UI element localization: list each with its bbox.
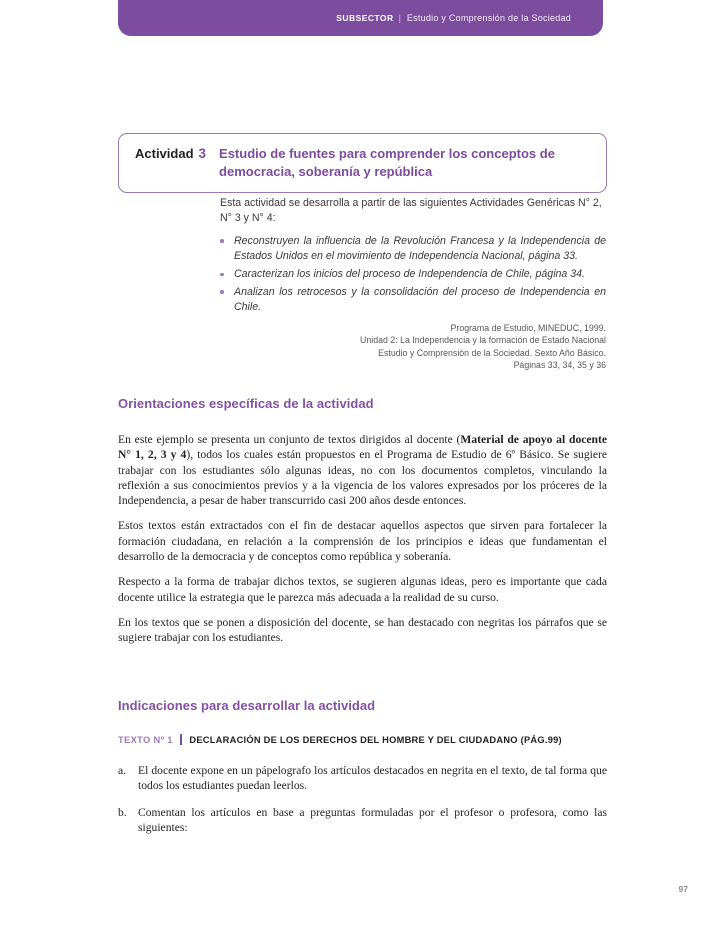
page-header-bar [118,0,603,36]
bullet-dot-icon [220,273,224,277]
header-separator: | [398,13,401,23]
texto-title: DECLARACIÓN DE LOS DERECHOS DEL HOMBRE Y DEL CIUDADANO (PÁG.99) [189,734,562,745]
source-citation [260,322,606,372]
texto-separator-bar-icon [180,734,183,745]
activity-number: 3 [198,146,207,161]
intro-block [220,196,606,318]
intro-lead-text: Esta actividad se desarrolla a partir de las siguientes Actividades Genéricas N° 2, N° 3 y N° 4: [220,197,602,225]
activity-title-box [118,133,607,193]
step-marker: a. [118,764,127,777]
step-text: El docente expone en un pápelografo los artículos destacados en negrita en el texto, de tal forma que todos los estudiantes puedan leerlos. [138,764,607,793]
section-heading-indicaciones: Indicaciones para desarrollar la actividad [118,698,376,713]
activity-title: Estudio de fuentes para comprender los conceptos de democracia, soberanía y república [219,146,555,179]
list-item [118,805,607,836]
body-paragraph [118,432,607,508]
subsector-label: SUBSECTOR [336,13,394,23]
source-line: Programa de Estudio, MINEDUC, 1999. [450,323,606,333]
list-item [220,285,606,316]
step-text: Comentan los artículos en base a preguntas formuladas por el profesor o profesora, como las siguientes: [138,805,607,834]
bullet-dot-icon [220,239,224,243]
paragraph-text: ), todos los cuales están propuestos en el Programa de Estudio de 6º Básico. Se sugiere trabajar con los estudiantes sólo algunas ideas, no con los documentos completos, vinculando la reflexión a sus conocimientos previos y a la vigencia de los valores expresados por los próceres de la Independencia, a pesar de haber transcurrido casi 200 años desde entonces. [118,448,607,508]
list-item-text: Reconstruyen la influencia de la Revolución Francesa y la Independencia de Estados Unidos en el movimiento de Independencia Nacional, página 33. [234,234,606,263]
activity-steps-list [118,763,607,846]
list-item [118,763,607,794]
texto-label: TEXTO Nº 1 [118,734,173,745]
step-marker: b. [118,805,127,819]
list-item-text: Analizan los retrocesos y la consolidación del proceso de Independencia en Chile. [234,285,606,314]
orientaciones-body [118,432,607,656]
list-item [220,267,606,283]
source-line: Páginas 33, 34, 35 y 36 [513,360,606,371]
body-paragraph [118,518,607,564]
texto-heading [118,734,562,745]
source-line: Estudio y Comprensión de la Sociedad. Sexto Año Básico. [378,347,606,358]
paragraph-text: En este ejemplo se presenta un conjunto de textos dirigidos al docente ( [118,433,461,446]
list-item-text: Caracterizan los inicios del proceso de Independencia de Chile, página 34. [234,268,585,280]
list-item [220,234,606,265]
paragraph-text: Estos textos están extractados con el fin de destacar aquellos aspectos que sirven para fortalecer la formación ciudadana, en relación a la comprensión de los principios e ideas que fundamentan el desarrollo de la democracia y de conceptos como república y soberanía. [118,519,607,564]
subsector-name: Estudio y Comprensión de la Sociedad [406,13,571,23]
body-paragraph [118,615,607,646]
source-line: Unidad 2: La Independencia y la formación de Estado Nacional [360,335,606,346]
page-number: 97 [678,884,688,894]
emphasis-text: Material de apoyo al docente N° 1, 2, 3 y 4 [118,433,607,462]
bullet-dot-icon [220,290,224,294]
activity-label: Actividad [135,146,194,161]
section-heading-orientaciones: Orientaciones específicas de la actividad [118,396,374,411]
paragraph-text: Respecto a la forma de trabajar dichos textos, se sugieren algunas ideas, pero es importante que cada docente utilice la estrategia que le parezca más adecuada a la realidad de su curso. [118,575,607,604]
body-paragraph [118,574,607,605]
generic-activities-list [220,234,606,316]
paragraph-text: En los textos que se ponen a disposición del docente, se han destacado con negritas los párrafos que se sugiere trabajar con los estudiantes. [118,615,607,645]
